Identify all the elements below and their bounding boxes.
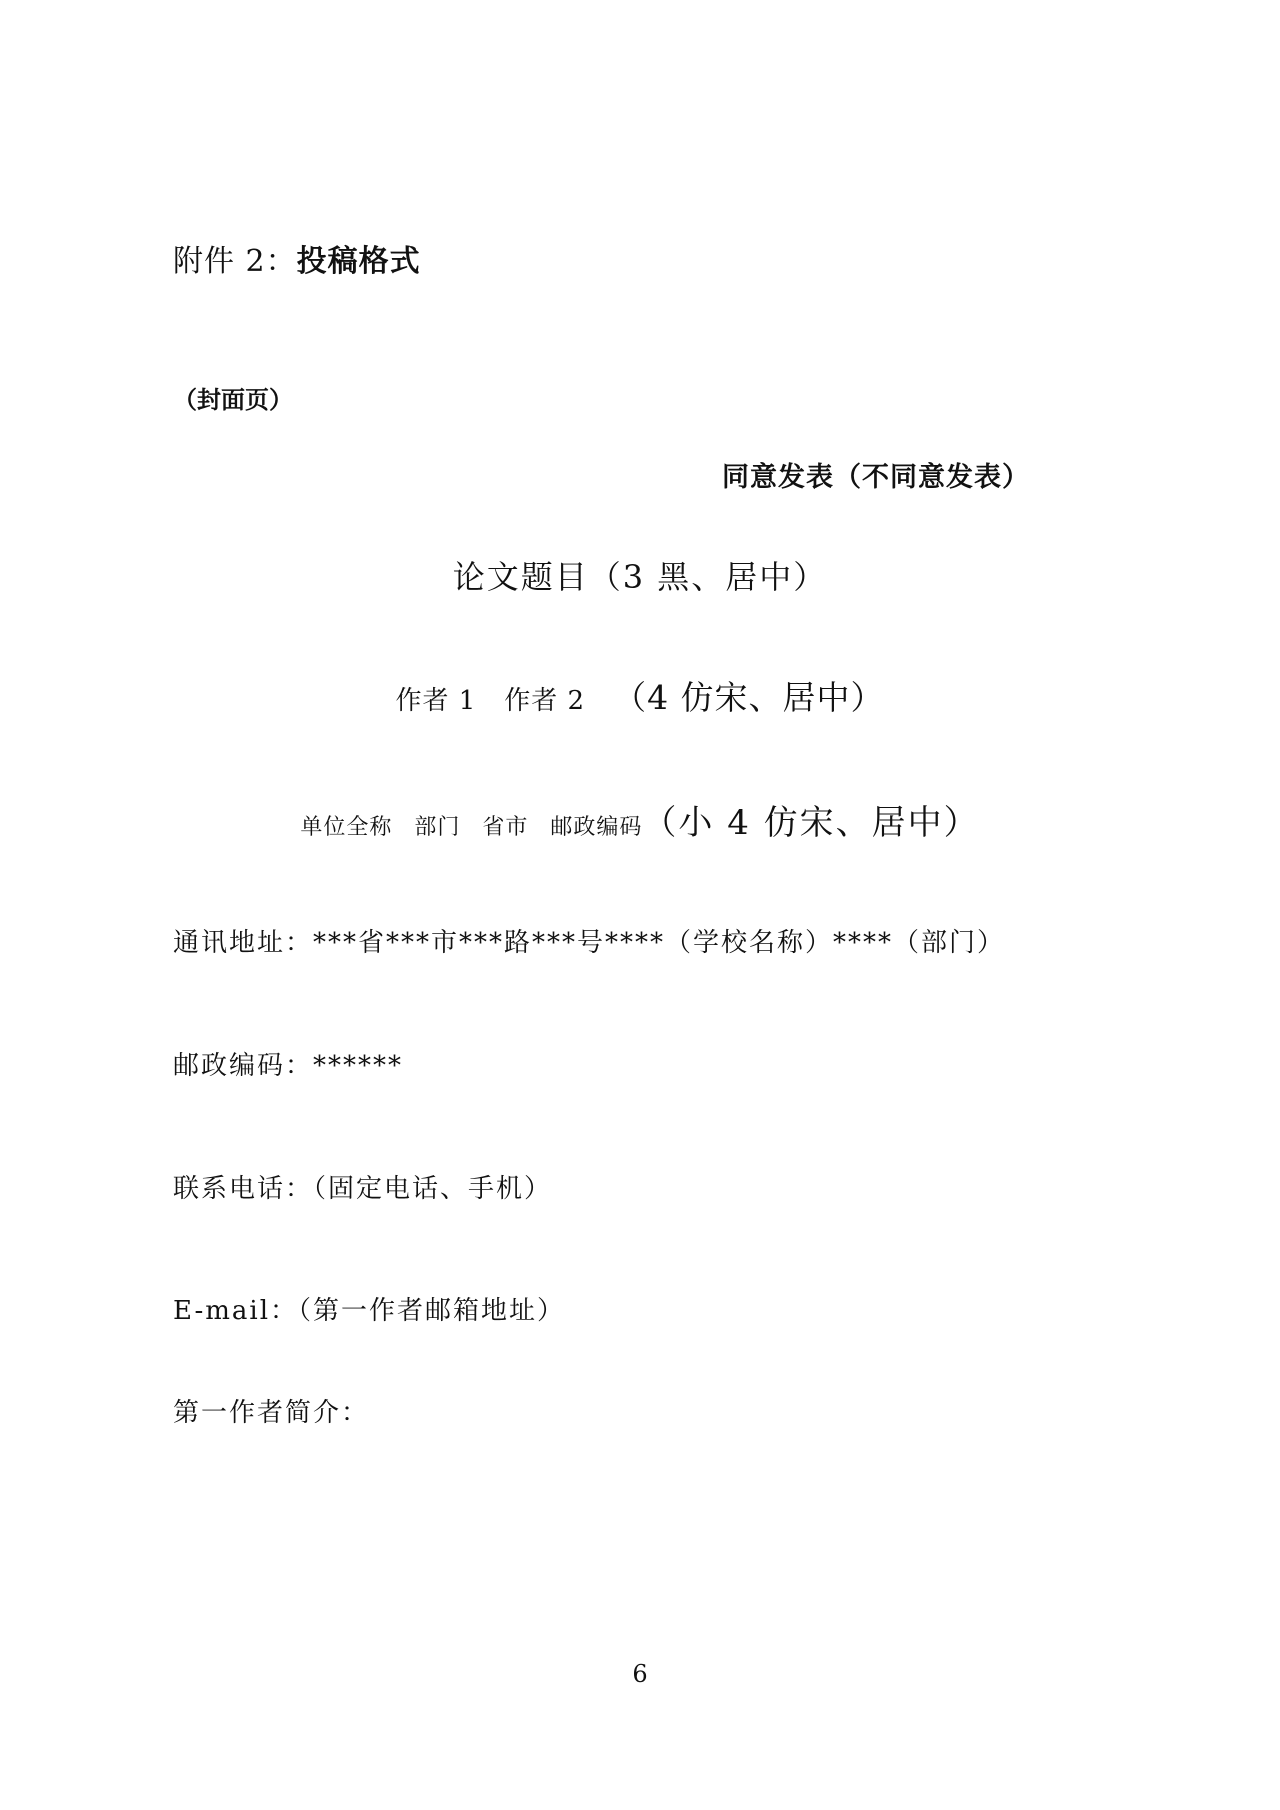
- attachment-heading: [173, 236, 421, 280]
- author-bio-field: 第一作者简介：: [173, 1398, 370, 1428]
- cover-page-note: （封面页）: [173, 386, 293, 414]
- attachment-label: 附件 2：: [173, 244, 297, 279]
- email-field: E-mail：（第一作者邮箱地址）: [173, 1296, 566, 1326]
- affiliation-line: [0, 795, 1280, 844]
- page-number: 6: [632, 1660, 648, 1688]
- address-field: 通讯地址：***省***市***路***号****（学校名称）****（部门）: [173, 928, 1006, 958]
- paper-title-placeholder: 论文题目（3 黑、居中）: [452, 558, 828, 596]
- affiliation-format-note: （小 4 仿宋、居中）: [642, 803, 980, 843]
- authors-format-note: （4 仿宋、居中）: [613, 678, 885, 717]
- authors-line: [0, 672, 1280, 719]
- author-1: 作者 1: [395, 686, 477, 716]
- author-2: 作者 2: [504, 686, 586, 716]
- affiliation-postal: 邮政编码: [550, 815, 643, 840]
- affiliation-city: 省市: [482, 815, 529, 840]
- phone-field: 联系电话：（固定电话、手机）: [173, 1174, 553, 1204]
- affiliation-unit: 单位全称: [300, 815, 393, 840]
- attachment-title: 投稿格式: [296, 244, 421, 279]
- publication-consent: 同意发表（不同意发表）: [722, 462, 1030, 493]
- affiliation-department: 部门: [414, 815, 461, 840]
- postal-code-field: 邮政编码：******: [173, 1051, 404, 1081]
